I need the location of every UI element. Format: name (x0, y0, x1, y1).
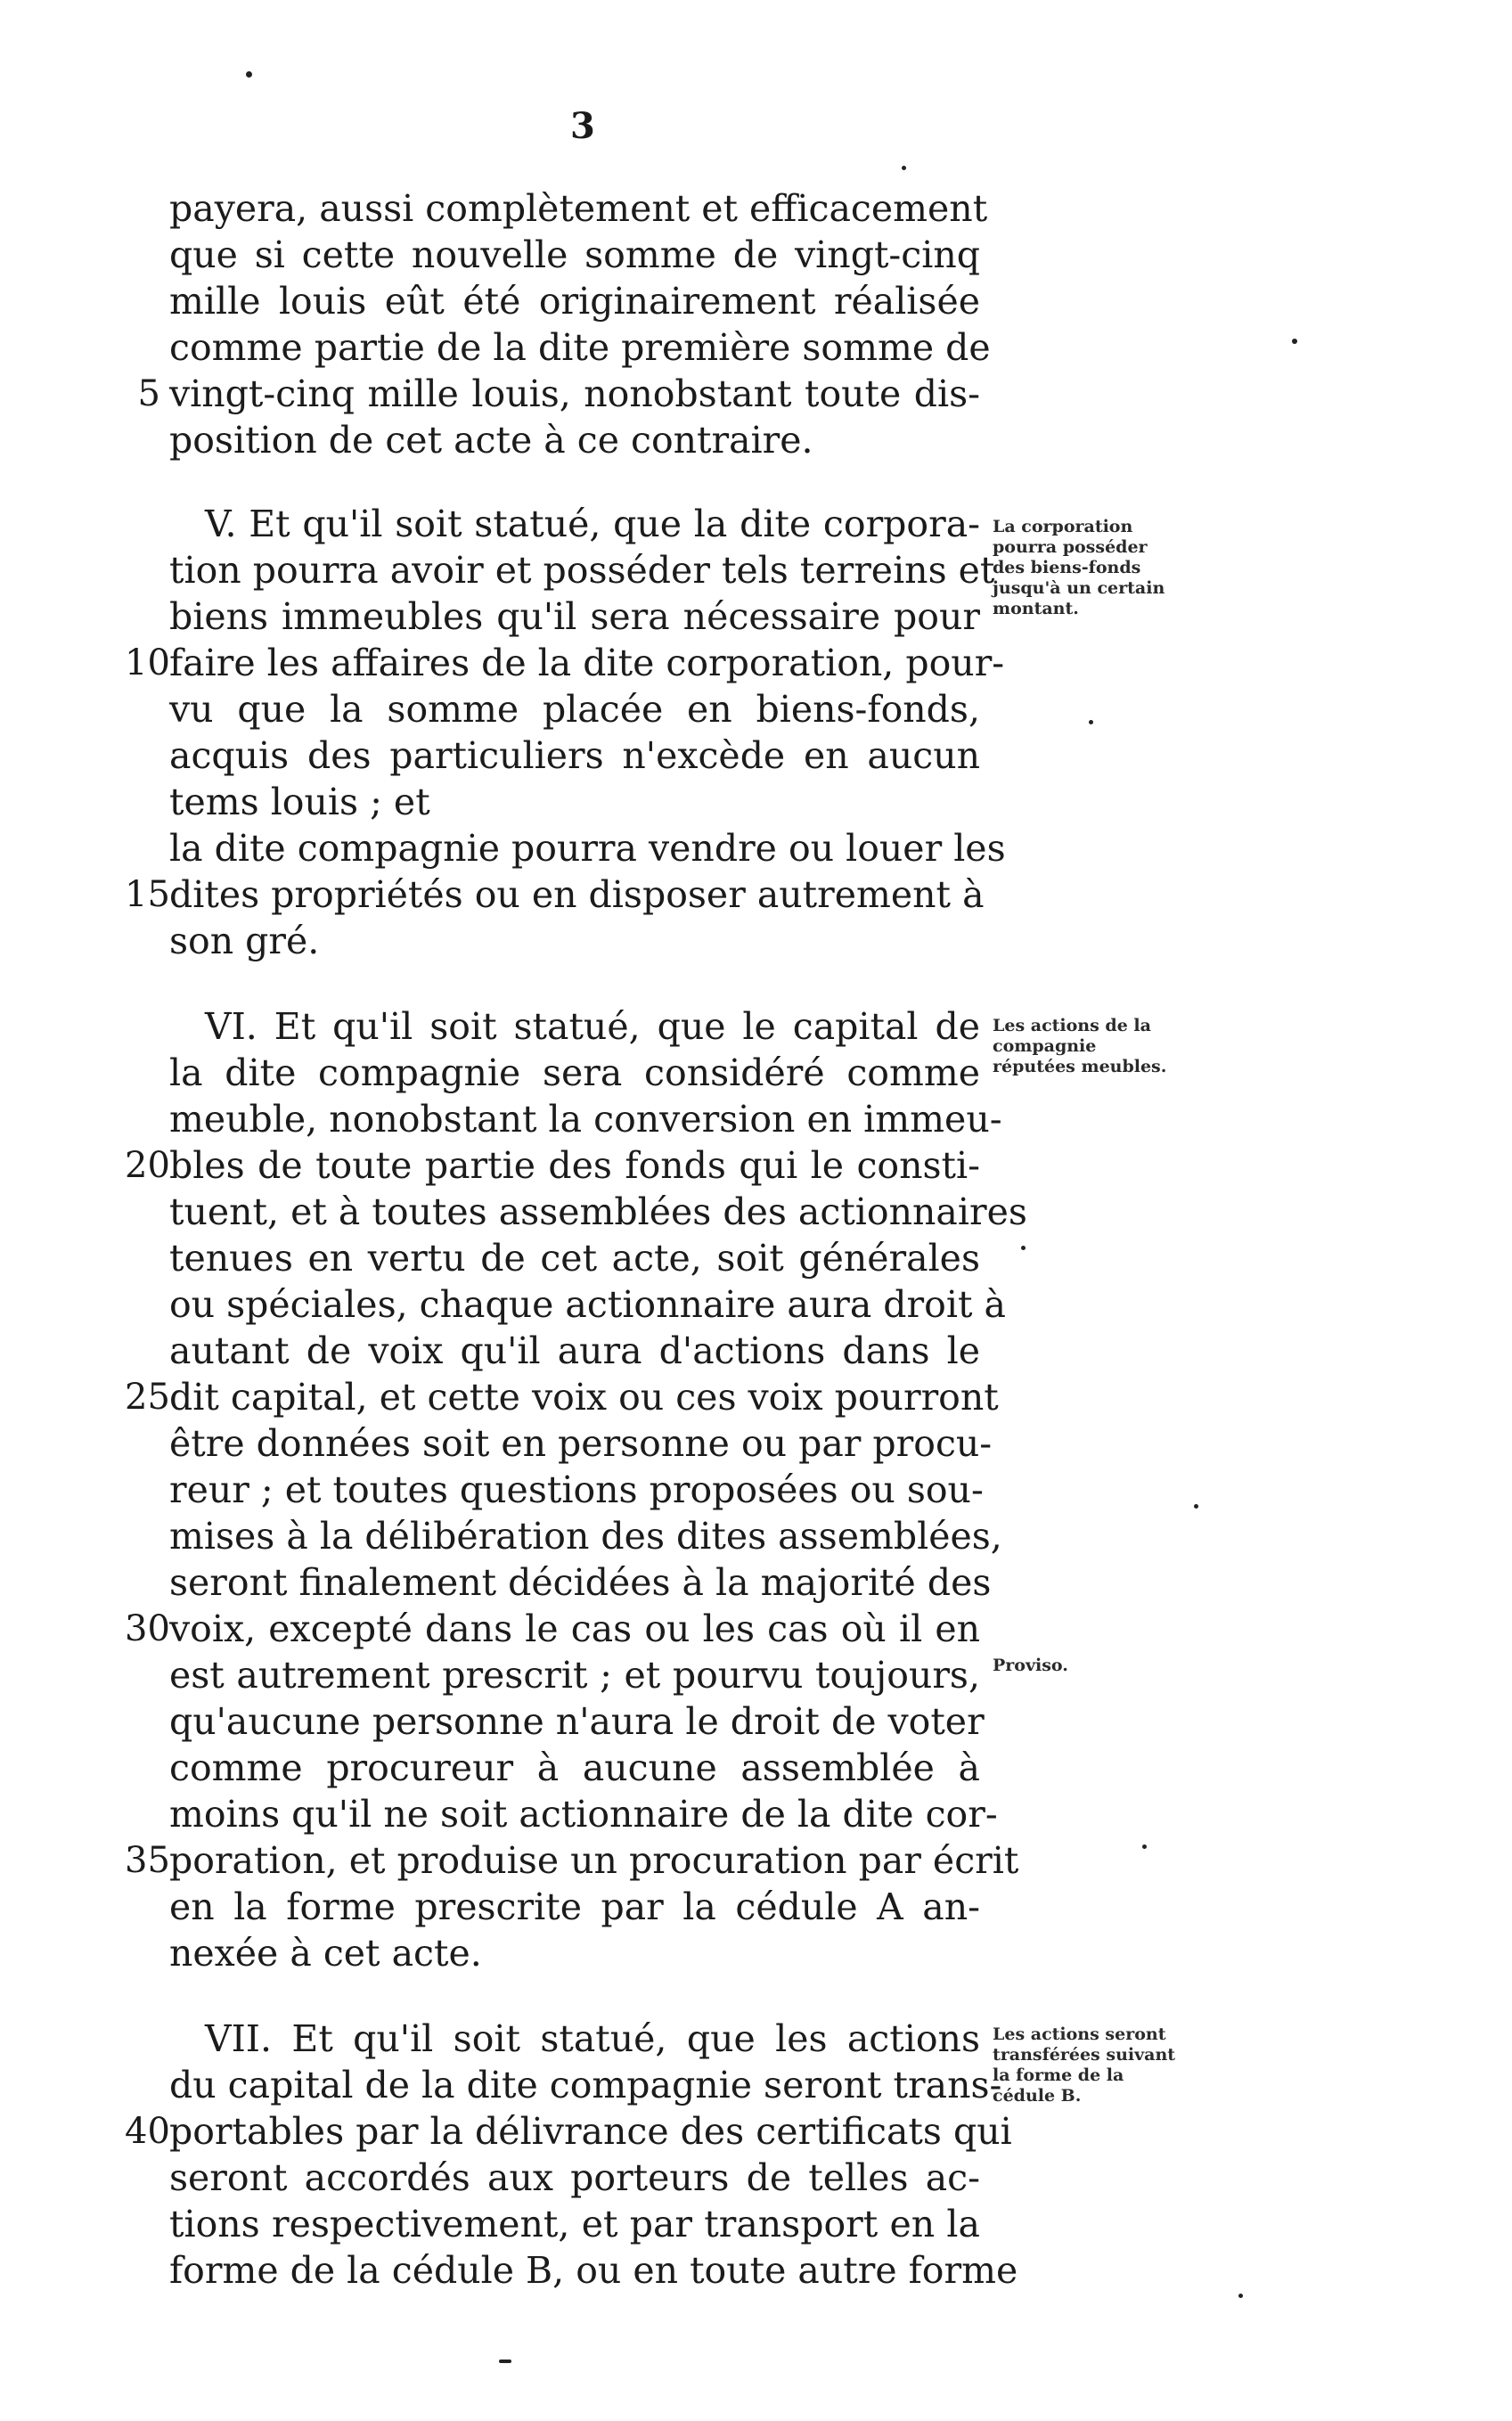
text-line: est autrement prescrit ; et pourvu toujours, (169, 1654, 980, 1697)
text-line: seront accordés aux porteurs de telles ac- (169, 2156, 980, 2199)
text-line: faire les affaires de la dite corporation, pour- (169, 642, 1005, 684)
text-line: forme de la cédule B, ou en toute autre forme (169, 2249, 1018, 2292)
page-number: 3 (570, 105, 595, 147)
text-line: seront finalement décidées à la majorité des (169, 1561, 992, 1604)
line-number: 40 (125, 2111, 170, 2152)
text-line: qu'aucune personne n'aura le droit de voter (169, 1700, 985, 1743)
text-line: vingt-cinq mille louis, nonobstant toute dis- (169, 372, 980, 415)
line-number: 30 (125, 1608, 170, 1649)
text-line: en la forme prescrite par la cédule A an- (169, 1885, 980, 1928)
text-line: meuble, nonobstant la conversion en immeu- (169, 1098, 1002, 1141)
scan-speck (1021, 1246, 1026, 1250)
text-line: mille louis eût été originairement réalisée (169, 280, 980, 323)
text-line: dites propriétés ou en disposer autrement à (169, 873, 985, 916)
text-line: tion pourra avoir et posséder tels terreins et (169, 549, 995, 592)
text-line: la dite compagnie pourra vendre ou louer les (169, 827, 1006, 870)
text-line: mises à la délibération des dites assemblées, (169, 1515, 1002, 1558)
text-line: tuent, et à toutes assemblées des actionnaires (169, 1190, 1027, 1233)
margin-note: Les actions seront transférées suivant la forme de la cédule B. (993, 2024, 1176, 2106)
margin-note: Les actions de la compagnie réputées meubles. (993, 1016, 1167, 1076)
text-line: que si cette nouvelle somme de vingt-cinq (169, 233, 980, 276)
text-line: payera, aussi complètement et efficacement (169, 187, 988, 230)
text-line: tems louis ; et (169, 781, 430, 823)
text-line: reur ; et toutes questions proposées ou sou- (169, 1468, 984, 1511)
scan-speck (1089, 720, 1093, 724)
section-vi-first-line: VI. Et qu'il soit statué, que le capital de (205, 1005, 980, 1048)
text-line: ou spéciales, chaque actionnaire aura droit à (169, 1283, 1006, 1326)
line-number: 35 (125, 1840, 170, 1881)
text-line: la dite compagnie sera considéré comme (169, 1051, 980, 1094)
text-line: voix, excepté dans le cas ou les cas où il en (169, 1607, 980, 1650)
margin-note: La corporation pourra posséder des biens-fonds jusqu'à un certain montant. (993, 517, 1165, 618)
text-line: dit capital, et cette voix ou ces voix pourront (169, 1376, 999, 1419)
scan-speck (499, 2360, 511, 2363)
text-line: du capital de la dite compagnie seront trans- (169, 2064, 1002, 2106)
line-number: 5 (137, 373, 160, 414)
text-line: poration, et produise un procuration par écrit (169, 1839, 1019, 1882)
text-line: comme partie de la dite première somme de (169, 326, 991, 369)
text-line: acquis des particuliers n'excède en aucun (169, 734, 980, 777)
line-number: 25 (125, 1377, 170, 1418)
text-line: son gré. (169, 920, 320, 962)
text-line: autant de voix qu'il aura d'actions dans le (169, 1329, 980, 1372)
scan-speck (1194, 1504, 1198, 1509)
text-line: comme procureur à aucune assemblée à (169, 1746, 980, 1789)
scan-speck (1238, 2294, 1243, 2298)
text-line: biens immeubles qu'il sera nécessaire pour (169, 595, 980, 638)
text-line: portables par la délivrance des certificats qui (169, 2110, 1012, 2153)
scan-speck (246, 71, 252, 78)
line-number: 10 (125, 642, 170, 683)
text-line: vu que la somme placée en biens-fonds, (169, 688, 980, 731)
margin-note: Proviso. (993, 1656, 1068, 1675)
text-line: tions respectivement, et par transport en la (169, 2203, 980, 2245)
section-vii-first-line: VII. Et qu'il soit statué, que les actions (205, 2017, 980, 2060)
text-line: nexée à cet acte. (169, 1932, 482, 1975)
section-v-first-line: V. Et qu'il soit statué, que la dite corpora- (205, 503, 980, 545)
text-line: position de cet acte à ce contraire. (169, 419, 813, 462)
scan-speck (902, 166, 906, 170)
line-number: 20 (125, 1145, 170, 1186)
scan-speck (1292, 339, 1297, 344)
text-line: être données soit en personne ou par procu- (169, 1422, 993, 1465)
text-line: bles de toute partie des fonds qui le consti- (169, 1144, 980, 1187)
line-number: 15 (125, 874, 170, 915)
text-line: tenues en vertu de cet acte, soit générales (169, 1237, 980, 1280)
text-line: moins qu'il ne soit actionnaire de la dite cor- (169, 1793, 998, 1836)
scan-speck (1142, 1844, 1147, 1849)
